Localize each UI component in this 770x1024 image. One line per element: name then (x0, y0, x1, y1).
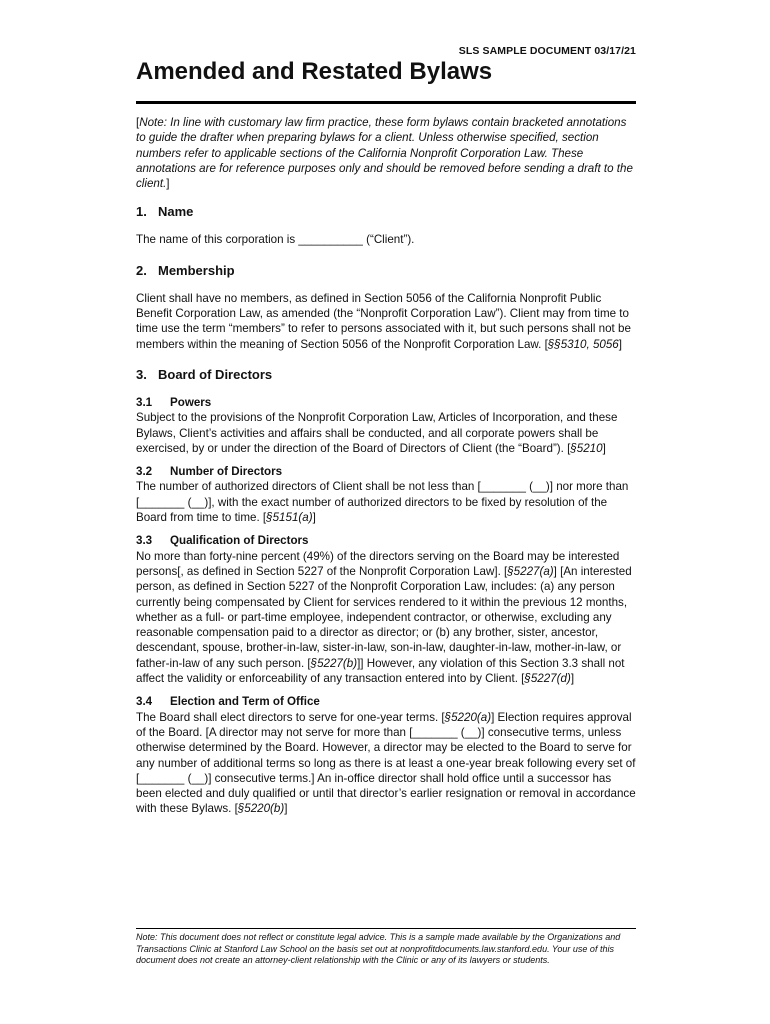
subsection-number-body (136, 479, 636, 525)
paragraph-text: Client shall have no members, as defined in Section 5056 of the California Nonprofit Public Benefit Corporation Law, as amended (the “Nonprofit Corporation Law”). Client may from time to time use the term “members” to refer to persons associated with it, but such persons shall not be members within the meaning of Section 5056 of the Nonprofit Corporation Law. [ (136, 291, 631, 351)
subsection-title: Election and Term of Office (170, 695, 320, 709)
subsection-title: Powers (170, 395, 212, 409)
document-body (136, 115, 636, 825)
paragraph-text: ] [An interested person, as defined in Section 5227 of the Nonprofit Corporation Law, includes: (a) any person currently being compensated by Client for services rendered to it within the previous 12 months, whether as a full- or part-time employee, independent contractor, or otherwise, excluding any reasonable compensation paid to a director as director; or (b) any brother, sister, ancestor, descendant, spouse, brother-in-law, sister-in-law, son-in-law, daughter-in-law, mother-in-law, or father-in-law of any such person. [ (136, 564, 632, 670)
section-membership-heading (136, 263, 636, 279)
paragraph-text: No more than forty-nine percent (49%) of the directors serving on the Board may be interested persons[, as defined in Section 5227 of the Nonprofit Corporation Law]. [ (136, 549, 620, 578)
paragraph-text: ] (284, 802, 288, 816)
paragraph-text: ] Election requires approval of the Board. [A director may not serve for more than [_______ (__)] consecutive terms, unless otherwise determined by the Board. However, a director may be elected to the Board to serve for any number of additional terms so long as there is at least a one-year break following every set of [_______ (__)] consecutive terms.] An in-office director shall hold office until a successor has been elected and duly qualified or until that director’s earlier resignation or removal in accordance with these Bylaws. [ (136, 710, 636, 816)
statute-citation: §5210 (570, 441, 603, 455)
statute-citation: §5227(b) (310, 656, 358, 670)
section-number: 3. (136, 366, 147, 382)
section-board-heading (136, 367, 636, 383)
statute-citation: §5220(a) (444, 710, 492, 724)
paragraph-text: The Board shall elect directors to serve for one-year terms. [ (136, 710, 445, 724)
paragraph-text: Subject to the provisions of the Nonprofit Corporation Law, Articles of Incorporation, and these Bylaws, Client’s activities and affairs shall be conducted, and all corporate powers shall be exercised, by or under the direction of the Board of Directors of Client (the “Board”). [ (136, 411, 618, 455)
subsection-title: Number of Directors (170, 465, 283, 479)
section-membership-body (136, 291, 636, 352)
section-name-body: The name of this corporation is __________ (“Client”). (136, 233, 415, 247)
statute-citation: §5220(b) (237, 802, 285, 816)
paragraph-text: ] (312, 511, 316, 525)
paragraph-text: The number of authorized directors of Client shall be not less than [_______ (__)] nor more than [_______ (__)], with the exact number of authorized directors to be fixed by resolution of the Board from time to time. [ (136, 480, 629, 525)
document-id: SLS SAMPLE DOCUMENT 03/17/21 (458, 45, 636, 57)
drafting-note (136, 115, 636, 191)
subsection-election-body (136, 710, 636, 817)
statute-citation: §5227(d) (524, 672, 571, 686)
paragraph-text: ]] However, any violation of this Section 3.3 shall not affect the validity or enforceability of any transaction entered into by Client. [ (136, 656, 625, 686)
section-number: 2. (136, 262, 147, 278)
statute-citation: §5227(a) (507, 564, 554, 578)
subsection-election-heading (136, 694, 636, 709)
document-title: Amended and Restated Bylaws (136, 58, 493, 85)
statute-citation: §5151(a) (266, 511, 313, 525)
subsection-number: 3.3 (136, 534, 153, 548)
subsection-qualification-body (136, 549, 636, 687)
section-title: Board of Directors (158, 366, 273, 382)
paragraph-text: ] (618, 337, 622, 351)
note-open-bracket: [ (136, 116, 140, 129)
subsection-powers-body (136, 410, 636, 456)
statute-citation: §§5310, 5056 (547, 337, 619, 351)
subsection-number: 3.2 (136, 465, 153, 479)
note-text: Note: In line with customary law firm practice, these form bylaws contain bracketed annotations to guide the drafter when preparing bylaws for a client. Unless otherwise specified, section numbers refer to applicable sections of the California Nonprofit Corporation Law. These annotations are for reference purposes only and should be removed before sending a draft to the client. (136, 116, 633, 191)
subsection-title: Qualification of Directors (170, 534, 309, 548)
section-title: Membership (158, 262, 235, 278)
subsection-number: 3.1 (136, 395, 153, 409)
footer-disclaimer: Note: This document does not reflect or constitute legal advice. This is a sample made available by the Organizations and Transactions Clinic at Stanford Law School on the basis set out at nonprofitdocuments.law.stanford.edu. Your use of this document does not create an attorney-client relationship with the Clinic or any of its lawyers or students. (136, 932, 621, 965)
paragraph-text: ] (570, 672, 575, 686)
section-number: 1. (136, 204, 147, 220)
note-close-bracket: ] (166, 177, 170, 191)
subsection-qualification-heading (136, 533, 636, 548)
subsection-powers-heading (136, 395, 636, 410)
title-divider (136, 101, 636, 104)
subsection-number-heading (136, 464, 636, 479)
section-name-heading (136, 204, 636, 220)
subsection-number: 3.4 (136, 695, 153, 709)
section-title: Name (158, 204, 194, 220)
footer-divider (136, 928, 636, 929)
paragraph-text: ] (602, 441, 606, 455)
